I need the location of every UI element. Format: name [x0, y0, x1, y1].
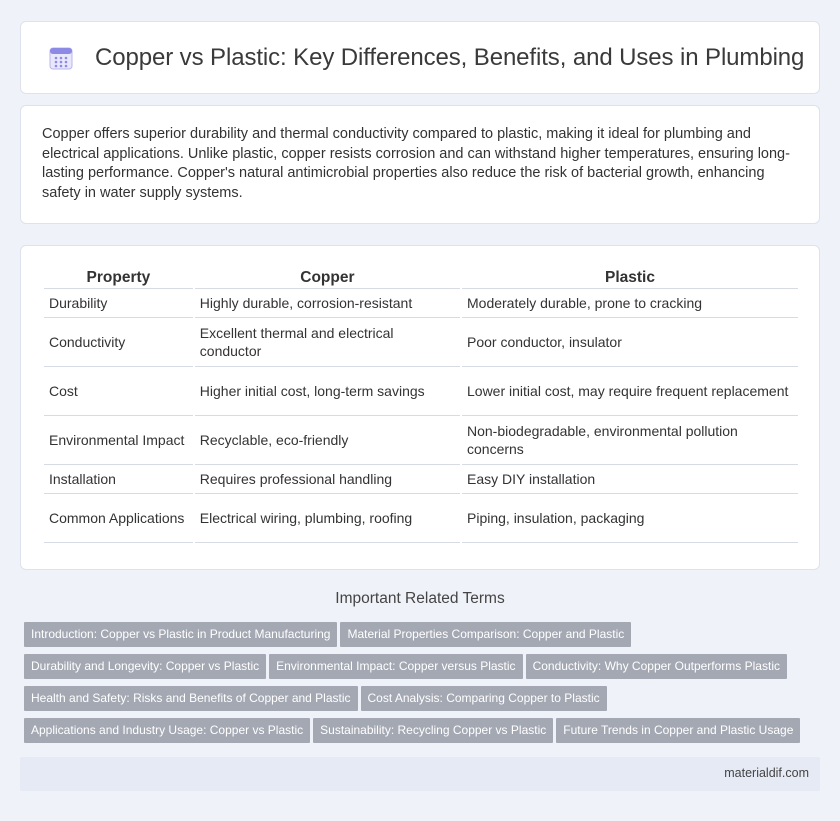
plastic-cell: Lower initial cost, may require frequent replacement — [462, 367, 798, 416]
related-tag[interactable]: Sustainability: Recycling Copper vs Plastic — [313, 718, 553, 743]
copper-cell: Electrical wiring, plumbing, roofing — [195, 494, 460, 543]
comparison-table — [42, 266, 800, 543]
related-terms-title: Important Related Terms — [335, 590, 505, 607]
related-tag[interactable]: Cost Analysis: Comparing Copper to Plastic — [361, 686, 607, 711]
header-plastic: Plastic — [462, 266, 798, 289]
table-row — [44, 416, 798, 465]
intro-card — [20, 105, 820, 224]
intro-paragraph: Copper offers superior durability and thermal conductivity compared to plastic, making it ideal for plumbing and electrical applications. Unlike plastic, copper resists corrosion and can withstand higher temperatures, ensuring long-lasting performance. Copper's natural antimicrobial properties also reduce the risk of bacterial growth, enhancing safety in water supply systems. — [42, 126, 790, 201]
plastic-cell: Piping, insulation, packaging — [462, 494, 798, 543]
copper-cell: Recyclable, eco-friendly — [195, 416, 460, 465]
plastic-cell: Moderately durable, prone to cracking — [462, 289, 798, 318]
related-tag[interactable]: Conductivity: Why Copper Outperforms Plastic — [526, 654, 787, 679]
table-row — [44, 465, 798, 494]
related-tag[interactable]: Health and Safety: Risks and Benefits of Copper and Plastic — [24, 686, 358, 711]
calendar-grid-icon — [48, 45, 74, 71]
property-cell: Environmental Impact — [44, 416, 193, 465]
related-tag[interactable]: Applications and Industry Usage: Copper vs Plastic — [24, 718, 310, 743]
header-property: Property — [44, 266, 193, 289]
page-title: Copper vs Plastic: Key Differences, Benefits, and Uses in Plumbing — [95, 44, 805, 71]
property-cell: Durability — [44, 289, 193, 318]
plastic-cell: Non-biodegradable, environmental pollution concerns — [462, 416, 798, 465]
property-cell: Cost — [44, 367, 193, 416]
related-tag[interactable]: Environmental Impact: Copper versus Plastic — [269, 654, 522, 679]
footer-site-link[interactable]: materialdif.com — [724, 766, 809, 780]
plastic-cell: Poor conductor, insulator — [462, 318, 798, 367]
header-copper: Copper — [195, 266, 460, 289]
property-cell: Common Applications — [44, 494, 193, 543]
table-row — [44, 318, 798, 367]
header-card — [20, 21, 820, 94]
plastic-cell: Easy DIY installation — [462, 465, 798, 494]
related-tag[interactable]: Introduction: Copper vs Plastic in Product Manufacturing — [24, 622, 337, 647]
copper-cell: Highly durable, corrosion-resistant — [195, 289, 460, 318]
table-row — [44, 289, 798, 318]
related-tag[interactable]: Future Trends in Copper and Plastic Usage — [556, 718, 800, 743]
comparison-table-card — [20, 245, 820, 570]
property-cell: Installation — [44, 465, 193, 494]
copper-cell: Excellent thermal and electrical conductor — [195, 318, 460, 367]
copper-cell: Higher initial cost, long-term savings — [195, 367, 460, 416]
property-cell: Conductivity — [44, 318, 193, 367]
related-tag[interactable]: Durability and Longevity: Copper vs Plastic — [24, 654, 266, 679]
table-row — [44, 494, 798, 543]
table-row — [44, 367, 798, 416]
related-terms-tags — [24, 622, 824, 750]
table-header-row — [44, 266, 798, 289]
related-tag[interactable]: Material Properties Comparison: Copper and Plastic — [340, 622, 631, 647]
footer — [20, 757, 820, 791]
copper-cell: Requires professional handling — [195, 465, 460, 494]
